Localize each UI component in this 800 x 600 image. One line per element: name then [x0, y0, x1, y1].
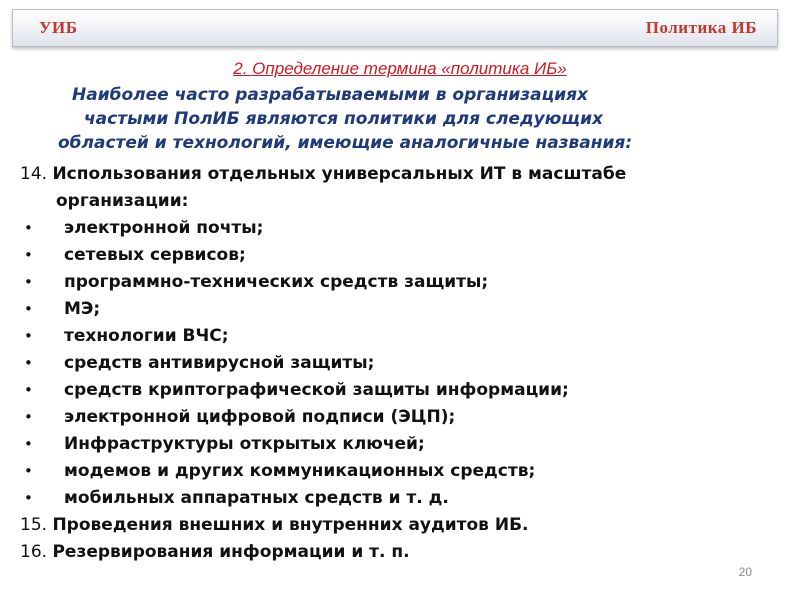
- bullet-icon: •: [24, 408, 33, 426]
- bullet-item: [20, 296, 795, 323]
- bullet-icon: •: [24, 435, 33, 453]
- bullet-icon: •: [24, 300, 33, 318]
- bullet-item: [20, 350, 795, 377]
- bullet-text: сетевых сервисов;: [64, 245, 246, 265]
- header-bar: [12, 9, 778, 47]
- intro-line-1: Наиболее часто разрабатываемыми в организациях: [72, 85, 589, 105]
- bullet-text: технологии ВЧС;: [64, 326, 229, 346]
- bullet-item: [20, 377, 795, 404]
- item-text: Проведения внешних и внутренних аудитов ИБ.: [52, 515, 529, 535]
- bullet-text: мобильных аппаратных средств и т. д.: [64, 488, 449, 508]
- list-item-16: [20, 539, 795, 566]
- bullet-item: [20, 404, 795, 431]
- bullet-icon: •: [24, 489, 33, 507]
- page-number: 20: [738, 565, 752, 579]
- bullet-text: средств криптографической защиты информации;: [64, 380, 569, 400]
- item-number: 15.: [20, 515, 48, 535]
- bullet-item: [20, 242, 795, 269]
- bullet-item: [20, 323, 795, 350]
- item-text: Использования отдельных универсальных ИТ в масштабе: [52, 164, 627, 184]
- bullet-text: средств антивирусной защиты;: [64, 353, 375, 373]
- list-item-14-continuation: организации:: [56, 191, 189, 211]
- bullet-icon: •: [24, 246, 33, 264]
- bullet-icon: •: [24, 327, 33, 345]
- item-number: 14.: [20, 164, 48, 184]
- slide-subtitle: 2. Определение термина «политика ИБ»: [233, 59, 567, 78]
- bullet-icon: •: [24, 273, 33, 291]
- list-item-15: [20, 512, 795, 539]
- policy-list: [20, 161, 795, 566]
- bullet-text: МЭ;: [64, 299, 101, 319]
- bullet-item: [20, 215, 795, 242]
- header-topic-label: Политика ИБ: [645, 18, 757, 37]
- bullet-text: Инфраструктуры открытых ключей;: [64, 434, 425, 454]
- intro-line-3: областей и технологий, имеющие аналогичные названия:: [58, 133, 633, 153]
- bullet-text: электронной почты;: [64, 218, 264, 238]
- header-course-label: УИБ: [39, 18, 78, 37]
- item-text: Резервирования информации и т. п.: [52, 542, 410, 562]
- bullet-icon: •: [24, 354, 33, 372]
- intro-line-2: частыми ПолИБ являются политики для следующих: [84, 109, 603, 129]
- bullet-item: [20, 485, 795, 512]
- bullet-text: модемов и других коммуникационных средств;: [64, 461, 536, 481]
- bullet-icon: •: [24, 381, 33, 399]
- item-number: 16.: [20, 542, 48, 562]
- list-item-14: [20, 161, 795, 188]
- bullet-text: программно-технических средств защиты;: [64, 272, 489, 292]
- bullet-text: электронной цифровой подписи (ЭЦП);: [64, 407, 456, 427]
- bullet-icon: •: [24, 219, 33, 237]
- bullet-item: [20, 458, 795, 485]
- bullet-item: [20, 269, 795, 296]
- bullet-item: [20, 431, 795, 458]
- bullet-icon: •: [24, 462, 33, 480]
